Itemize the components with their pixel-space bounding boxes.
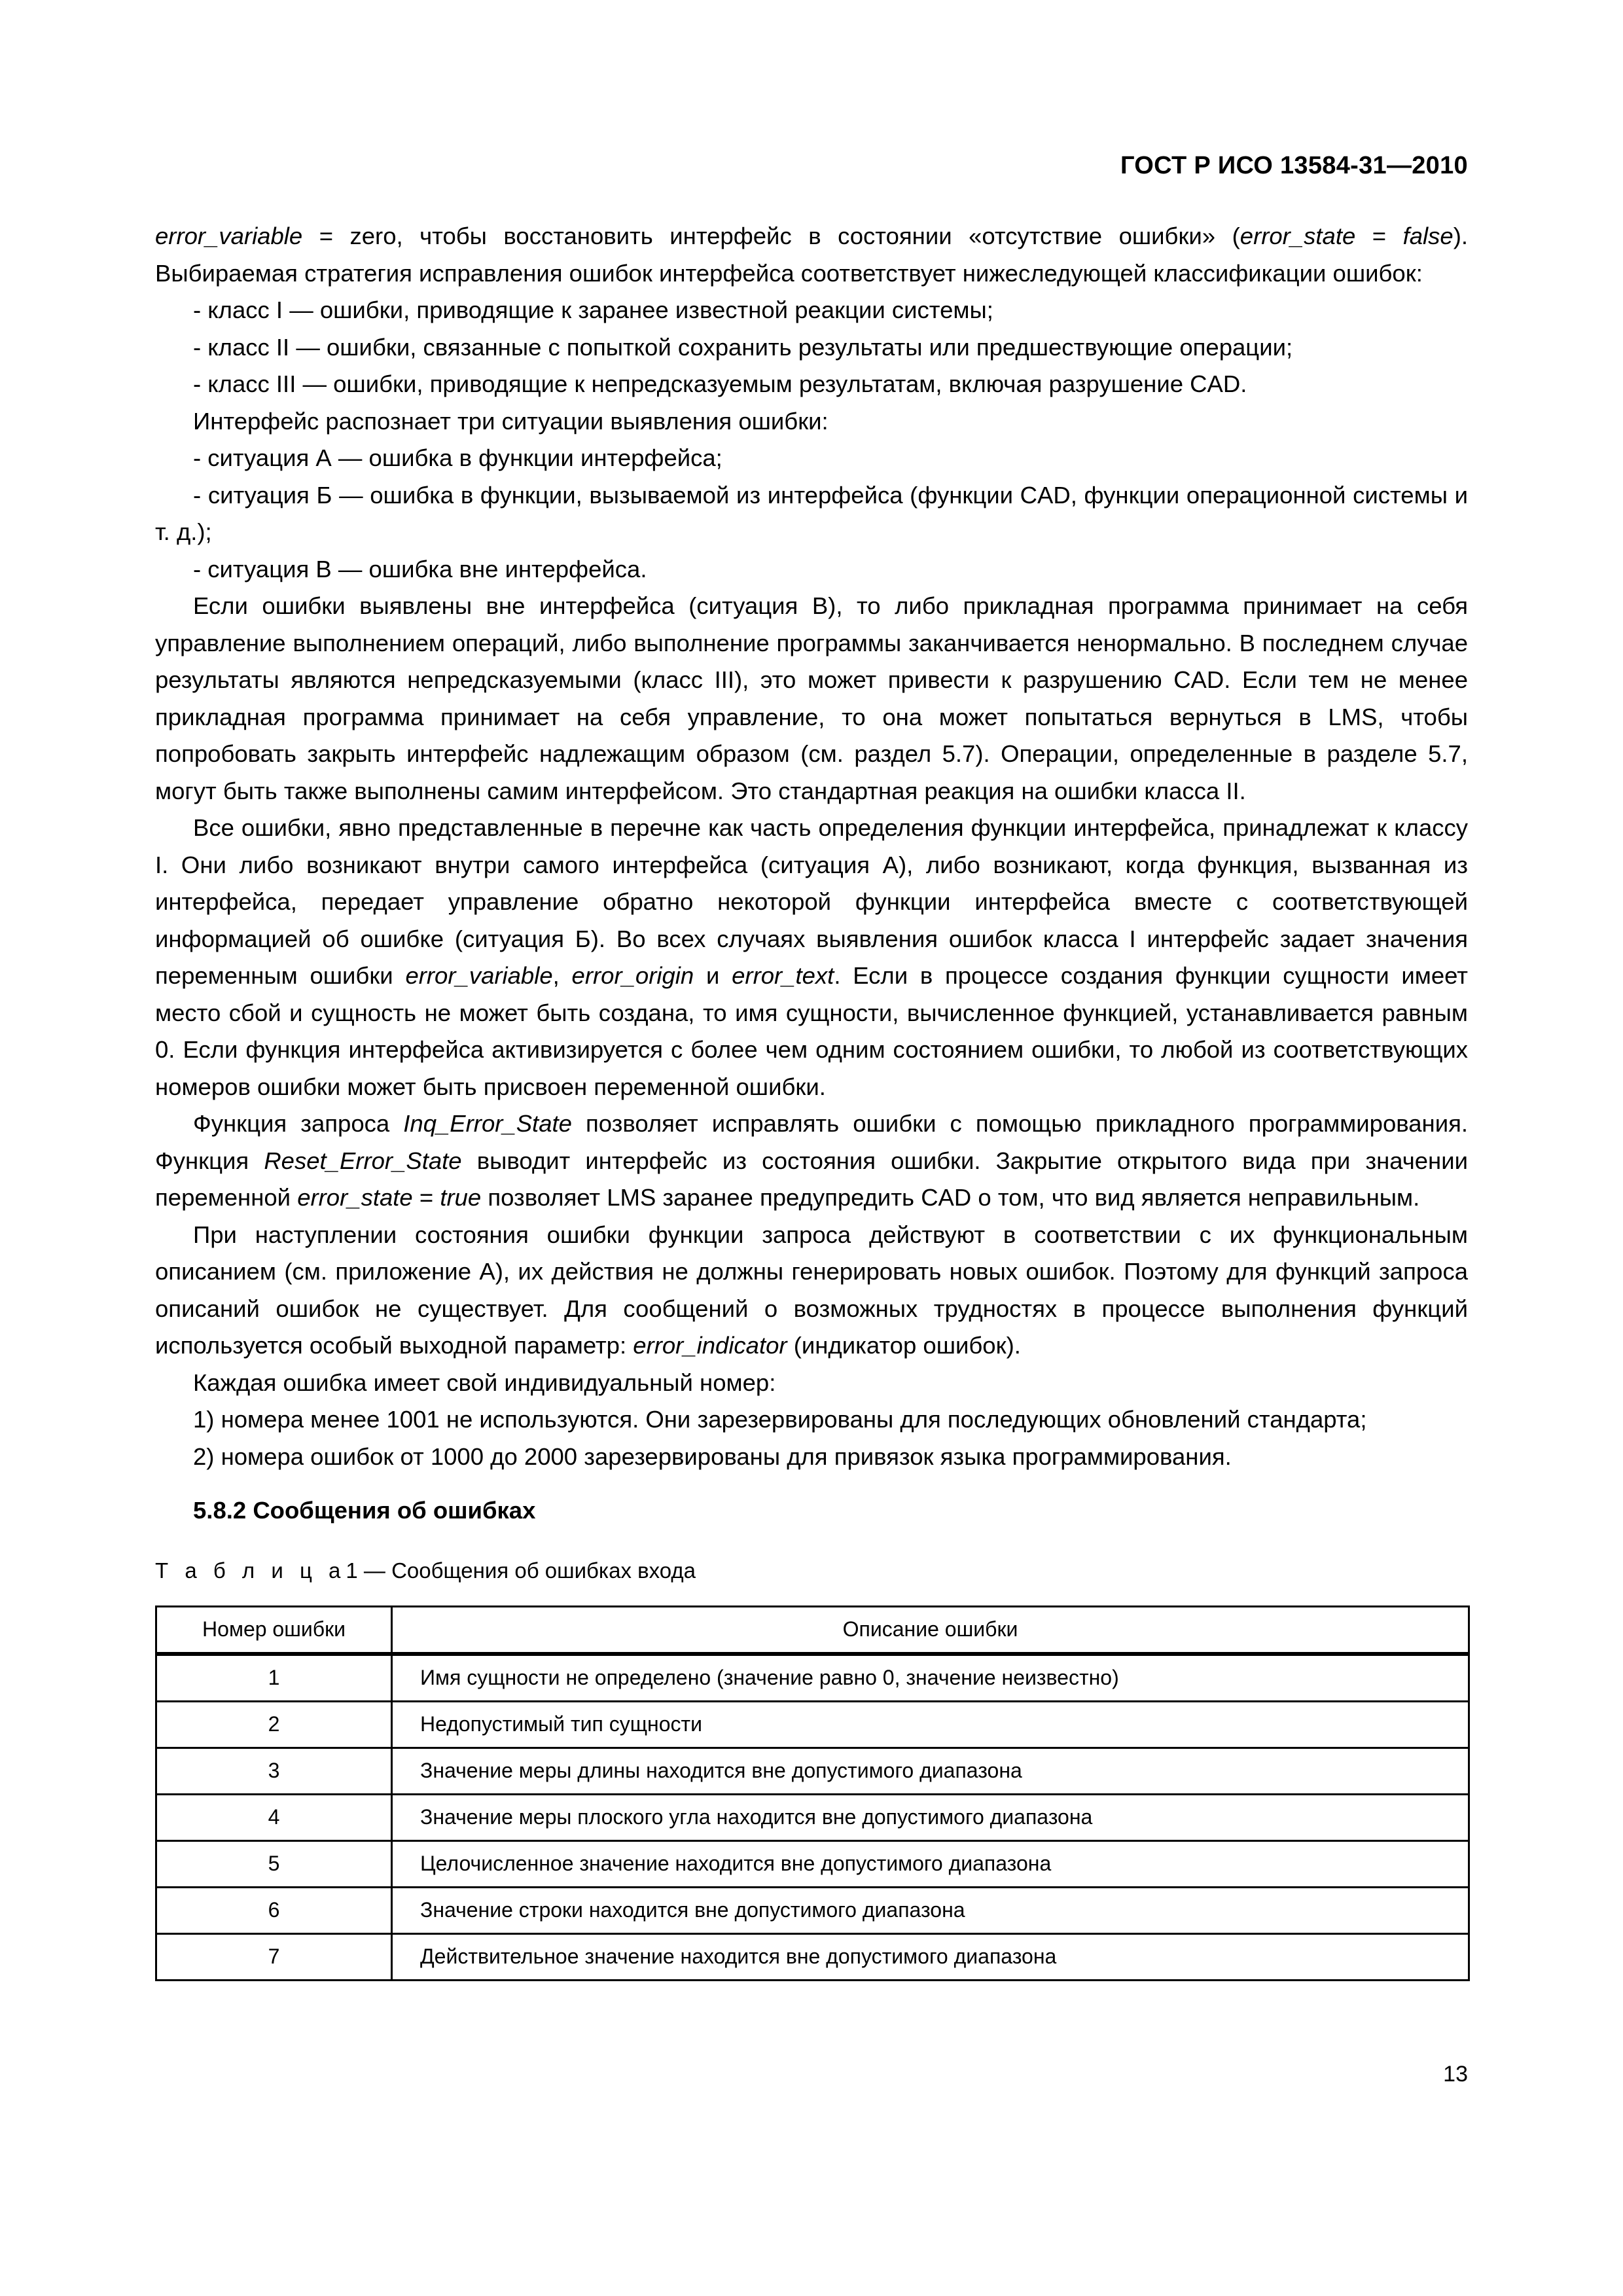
list-item-class-1: - класс I — ошибки, приводящие к заранее известной реакции системы; <box>193 296 993 323</box>
cell-error-number: 6 <box>156 1887 392 1933</box>
term-error-indicator: error_indicator <box>633 1332 787 1359</box>
table-head <box>156 1606 1469 1655</box>
column-header-error-description: Описание ошибки <box>392 1606 1469 1653</box>
table-caption-number: 1 <box>346 1558 358 1583</box>
paragraph-situations-lead: Интерфейс распознает три ситуации выявления ошибки: <box>193 407 829 435</box>
paragraph-each-error-number: Каждая ошибка имеет свой индивидуальный номер: <box>193 1369 776 1396</box>
list-item-numbered-2: 2) номера ошибок от 1000 до 2000 зарезервированы для привязок языка программирования. <box>193 1443 1232 1470</box>
table-caption-label: Т а б л и ц а <box>155 1558 346 1583</box>
cell-error-number: 3 <box>156 1748 392 1794</box>
table-row <box>156 1655 1469 1701</box>
cell-error-description: Действительное значение находится вне допустимого диапазона <box>392 1933 1469 1980</box>
cell-error-description: Целочисленное значение находится вне допустимого диапазона <box>392 1840 1469 1887</box>
table-row <box>156 1794 1469 1840</box>
section-heading-5-8-2: 5.8.2 Сообщения об ошибках <box>193 1497 536 1524</box>
cell-error-number: 2 <box>156 1701 392 1748</box>
cell-error-description: Значение строки находится вне допустимого диапазона <box>392 1887 1469 1933</box>
list-item-situation-a: - ситуация А — ошибка в функции интерфейса; <box>193 444 722 471</box>
error-messages-table <box>155 1605 1470 1981</box>
term-false: false <box>1402 223 1454 249</box>
paragraph-text-3a: Все ошибки, явно представленные в перечне как часть определения функции интерфейса, принадлежат к классу I. Они либо возникают внутри самого интерфейса (ситуация А), либо возникают, когда функция, вызванная из интерфейса, передает управление обратно некоторой функции интерфейса вместе с соответствующей информацией об ошибке (ситуация Б). Во всех случаях выявления ошибок класса I интерфейс задает значения переменным ошибки <box>155 814 1468 989</box>
table-header-row <box>156 1606 1469 1653</box>
spacer-before-heading <box>155 1475 1468 1492</box>
table-caption-title: — Сообщения об ошибках входа <box>363 1558 696 1583</box>
running-header-standard-ref: ГОСТ Р ИСО 13584-31—2010 <box>1120 152 1468 179</box>
term-error-variable-2: error_variable <box>405 962 553 989</box>
paragraph-error-variable-intro <box>155 218 1468 292</box>
paragraph-text-4a: Функция запроса <box>193 1110 404 1137</box>
table-row <box>156 1887 1469 1933</box>
term-reset-error-state: Reset_Error_State <box>264 1147 462 1174</box>
table-row <box>156 1701 1469 1748</box>
list-item-numbered-1: 1) номера менее 1001 не используются. Они зарезервированы для последующих обновлений стандарта; <box>193 1406 1367 1433</box>
paragraph-class-one-errors <box>155 810 1468 1105</box>
term-true: true <box>440 1184 482 1211</box>
term-inq-error-state: Inq_Error_State <box>403 1110 572 1137</box>
term-error-state: error_state <box>1240 223 1356 249</box>
paragraph-text-1d: = <box>1355 223 1403 249</box>
paragraph-text-1b: = zero, чтобы восстановить интерфейс в состоянии «отсутствие ошибки» ( <box>302 223 1240 249</box>
list-item-class-3: - класс III — ошибки, приводящие к непредсказуемым результатам, включая разрушение CAD. <box>193 370 1247 397</box>
term-error-origin: error_origin <box>571 962 694 989</box>
paragraph-sep-3-1: , <box>552 962 572 989</box>
paragraph-text-5b: (индикатор ошибок). <box>787 1332 1021 1359</box>
table-caption <box>155 1554 1468 1587</box>
cell-error-number: 1 <box>156 1655 392 1701</box>
term-error-text: error_text <box>732 962 834 989</box>
spacer-after-heading <box>155 1530 1468 1554</box>
cell-error-number: 4 <box>156 1794 392 1840</box>
cell-error-description: Значение меры длины находится вне допустимого диапазона <box>392 1748 1469 1794</box>
paragraph-sep-3-2: и <box>694 962 732 989</box>
paragraph-text-4d: = <box>412 1184 440 1211</box>
list-item-situation-b: - ситуация Б — ошибка в функции, вызываемой из интерфейса (функции CAD, функции операционной системы и т. д.); <box>155 481 1468 545</box>
cell-error-description: Недопустимый тип сущности <box>392 1701 1469 1748</box>
list-item-situation-v: - ситуация В — ошибка вне интерфейса. <box>193 555 647 583</box>
term-error-variable: error_variable <box>155 223 303 249</box>
column-header-error-number: Номер ошибки <box>156 1606 392 1653</box>
paragraph-error-indicator <box>155 1217 1468 1365</box>
table-row <box>156 1933 1469 1980</box>
term-error-state-2: error_state <box>297 1184 413 1211</box>
cell-error-number: 5 <box>156 1840 392 1887</box>
list-item-class-2: - класс II — ошибки, связанные с попыткой сохранить результаты или предшествующие операции; <box>193 333 1293 361</box>
page-number: 13 <box>1443 2062 1468 2087</box>
paragraph-text-4e: позволяет LMS заранее предупредить CAD о том, что вид является неправильным. <box>481 1184 1420 1211</box>
cell-error-description: Имя сущности не определено (значение равно 0, значение неизвестно) <box>392 1655 1469 1701</box>
paragraph-text-3b: . Если в процессе создания функции сущности имеет место сбой и сущность не может быть создана, то имя сущности, вычисленное функцией, устанавливается равным 0. Если функция интерфейса активизируется с более чем одним состоянием ошибки, то любой из соответствующих номеров ошибки может быть присвоен переменной ошибки. <box>155 962 1468 1100</box>
table-body <box>156 1655 1469 1980</box>
table-row <box>156 1840 1469 1887</box>
paragraph-text-4b: позволяет исправлять ошибки с помощью прикладного программирования. Функция <box>155 1110 1468 1174</box>
paragraph-text-5a: При наступлении состояния ошибки функции запроса действуют в соответствии с их функциональным описанием (см. приложение А), их действия не должны генерировать новых ошибок. Поэтому для функций запроса описаний ошибок не существует. Для сообщений о возможных трудностях в процессе выполнения функций используется особый выходной параметр: <box>155 1221 1468 1359</box>
paragraph-errors-outside-interface: Если ошибки выявлены вне интерфейса (ситуация В), то либо прикладная программа принимает на себя управление выполнением операций, либо выполнение программы заканчивается ненормально. В последнем случае результаты являются непредсказуемыми (класс III), это может привести к разрушению CAD. Если тем не менее прикладная программа принимает на себя управление, то она может попытаться вернуться в LMS, чтобы попробовать закрыть интерфейс надлежащим образом (см. раздел 5.7). Операции, определенные в разделе 5.7, могут быть также выполнены самим интерфейсом. Это стандартная реакция на ошибки класса II. <box>155 592 1468 804</box>
document-body <box>155 218 1468 1981</box>
paragraph-inq-error-state <box>155 1105 1468 1217</box>
cell-error-number: 7 <box>156 1933 392 1980</box>
paragraph-text-1f: ). Выбираемая стратегия исправления ошибок интерфейса соответствует нижеследующей классификации ошибок: <box>155 223 1468 287</box>
cell-error-description: Значение меры плоского угла находится вне допустимого диапазона <box>392 1794 1469 1840</box>
paragraph-text-4c: выводит интерфейс из состояния ошибки. Закрытие открытого вида при значении переменной <box>155 1147 1468 1211</box>
spacer-after-caption <box>155 1587 1468 1605</box>
table-row <box>156 1748 1469 1794</box>
